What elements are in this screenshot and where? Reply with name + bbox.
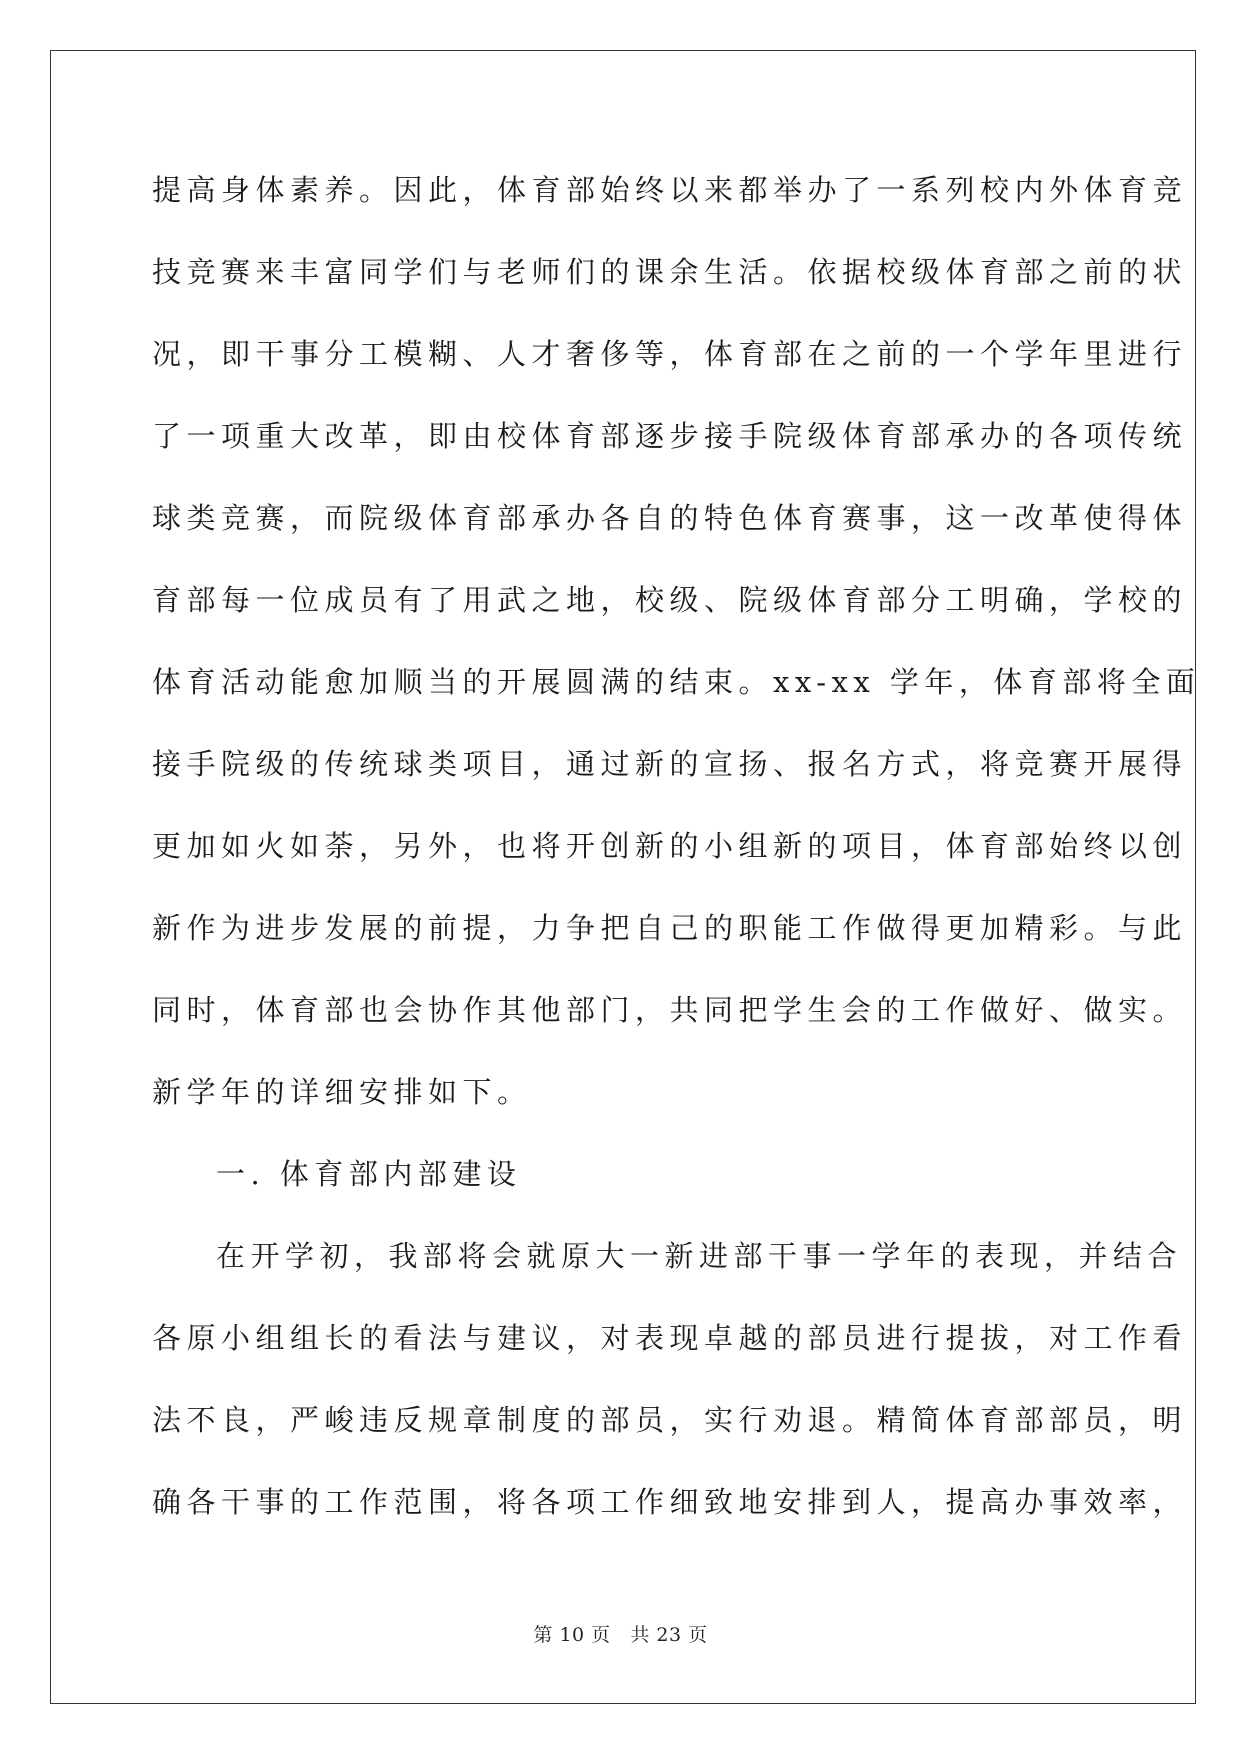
text-line: 育部每一位成员有了用武之地，校级、院级体育部分工明确，学校的 bbox=[152, 583, 1188, 617]
page-footer bbox=[0, 1620, 1241, 1647]
text-line: 新作为进步发展的前提，力争把自己的职能工作做得更加精彩。与此 bbox=[152, 911, 1188, 945]
text-line: 法不良，严峻违反规章制度的部员，实行劝退。精简体育部部员，明 bbox=[152, 1403, 1188, 1437]
text-line: 各原小组组长的看法与建议，对表现卓越的部员进行提拔，对工作看 bbox=[152, 1321, 1188, 1355]
text-line: 提高身体素养。因此，体育部始终以来都举办了一系列校内外体育竞 bbox=[152, 173, 1188, 207]
text-line: 况，即干事分工模糊、人才奢侈等，体育部在之前的一个学年里进行 bbox=[152, 337, 1188, 371]
text-line: 体育活动能愈加顺当的开展圆满的结束。xx-xx 学年，体育部将全面 bbox=[152, 665, 1201, 699]
text-line: 更加如火如荼，另外，也将开创新的小组新的项目，体育部始终以创 bbox=[152, 829, 1188, 863]
text-line: 了一项重大改革，即由校体育部逐步接手院级体育部承办的各项传统 bbox=[152, 419, 1188, 453]
text-line: 同时，体育部也会协作其他部门，共同把学生会的工作做好、做实。 bbox=[152, 993, 1188, 1027]
page-total: 共 23 页 bbox=[630, 1624, 708, 1646]
section-heading: 一. 体育部内部建设 bbox=[216, 1157, 522, 1191]
text-line: 技竞赛来丰富同学们与老师们的课余生活。依据校级体育部之前的状 bbox=[152, 255, 1188, 289]
text-line: 确各干事的工作范围，将各项工作细致地安排到人，提高办事效率， bbox=[152, 1485, 1188, 1519]
text-line: 接手院级的传统球类项目，通过新的宣扬、报名方式，将竞赛开展得 bbox=[152, 747, 1188, 781]
text-line: 球类竞赛，而院级体育部承办各自的特色体育赛事，这一改革使得体 bbox=[152, 501, 1188, 535]
document-body bbox=[152, 160, 1201, 1554]
text-line: 在开学初，我部将会就原大一新进部干事一学年的表现，并结合 bbox=[216, 1239, 1183, 1273]
text-line: 新学年的详细安排如下。 bbox=[152, 1075, 532, 1109]
page-number: 第 10 页 bbox=[533, 1624, 611, 1646]
